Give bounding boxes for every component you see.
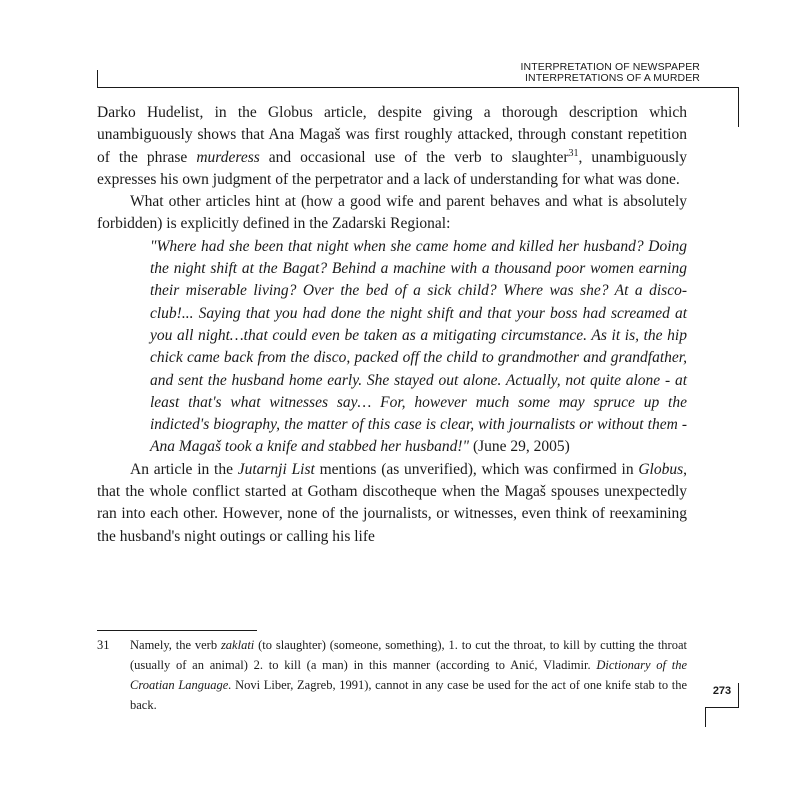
emphasis-jutarnji-list: Jutarnji List — [237, 460, 315, 478]
emphasis-globus: Globus — [638, 460, 684, 478]
footnote-31 — [97, 635, 687, 715]
page-number-rule-left — [705, 707, 706, 727]
footnote-ref-31: 31 — [568, 147, 579, 159]
page-number-rule-right — [738, 683, 739, 707]
paragraph-3: An article in the Jutarnji List mentions (as unverified), which was confirmed in Globus, that the whole conflict started at Gotham discotheque when the Magaš spouses unexpectedly ran into each other. However, none of the journalists, or witnesses, even think of reexamining the husband's night outings or calling his life — [97, 460, 688, 545]
header-line-1: INTERPRETATION OF NEWSPAPER — [520, 61, 700, 73]
block-quote — [150, 236, 687, 459]
emphasis-zaklati: zaklati — [220, 638, 255, 652]
page-number: 273 — [712, 685, 732, 697]
footnote-number: 31 — [97, 638, 110, 652]
header-rule-right-tick — [738, 87, 739, 127]
header-rule-left-tick — [97, 70, 98, 88]
header-line-2: INTERPRETATIONS OF A MURDER — [525, 72, 700, 84]
page-number-rule-bottom — [705, 707, 739, 708]
paragraph-2: What other articles hint at (how a good wife and parent behaves and what is absolutely forbidden) is explicitly defined in the Zadarski Regional: — [97, 193, 687, 233]
emphasis-murderess: murderess — [196, 148, 260, 166]
paragraph-1: Darko Hudelist, in the Globus article, despite giving a thorough description which unambiguously shows that Ana Magaš was first roughly attacked, through constant repetition of the phrase murderess and occasional use of the verb to slaughter$^{31}$, unambiguously expresses his own judgment of the perpetrator and a lack of understanding for what was done. — [97, 104, 687, 188]
running-header — [300, 62, 700, 84]
quote-text: "Where had she been that night when she came home and killed her husband? Doing the night shift at the Bagat? Behind a machine with a thousand poor women earning their miserable living? Over the bed of a sick child? Where was she? At a disco-club!... Saying that you had done the night shift and that your boss had screamed at you all night…that could even be taken as a mitigating circumstance. As it is, the hip chick came back from the disco, packed off the child to grandmother and grandfather, and sent the husband home early. She stayed out alone. Actually, not quite alone - at least that's what witnesses say… For, however much some may spruce up the indicted's biography, the matter of this case is clear, with journalists or without them - Ana Magaš took a knife and stabbed her husband!" — [150, 237, 687, 456]
main-text — [97, 102, 687, 548]
header-rule — [97, 87, 739, 88]
emphasis-dictionary-title: Dictionary of the Croatian Language. — [130, 658, 687, 692]
footnote-separator — [97, 630, 257, 631]
quote-citation: (June 29, 2005) — [469, 438, 570, 456]
footnote-text: Namely, the verb zaklati (to slaughter) (someone, something), 1. to cut the throat, to kill by cutting the throat (usually of an animal) 2. to kill (a man) in this manner (according to Anić, Vladimir. Dictionary of the Croatian Language. Novi Liber, Zagreb, 1991), cannot in any case be used for the act of one knife stab to the back. — [130, 638, 688, 712]
